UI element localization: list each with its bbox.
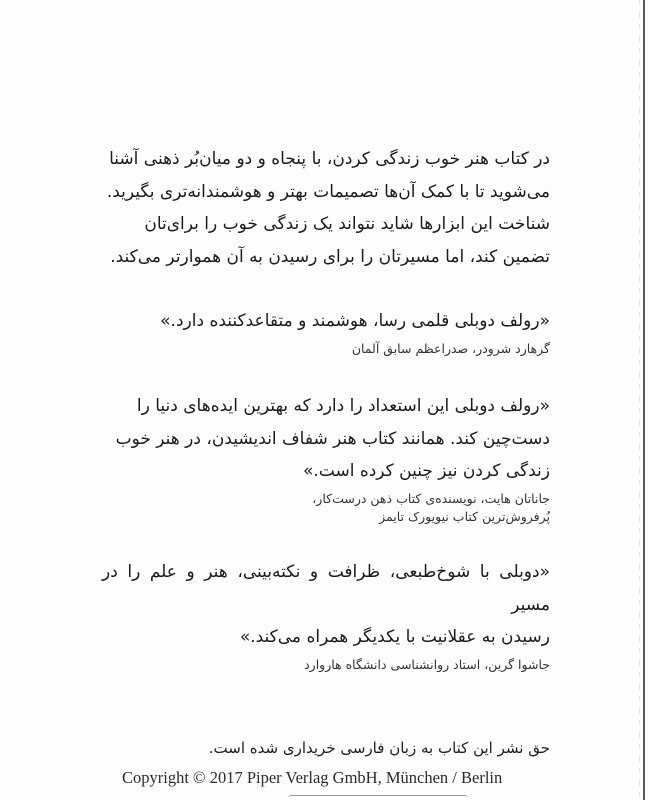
quote-line: دست‌چین کند. همانند کتاب هنر شفاف اندیشیدن، در هنر خوب <box>115 428 550 449</box>
quote-attribution: جاناتان هایت، نویسنده‌ی کتاب ذهن درست‌کار، <box>312 490 550 506</box>
quote-line: «رولف دوبلی این استعداد را دارد که بهترین ایده‌های دنیا را <box>136 396 550 416</box>
bottom-rule <box>288 795 468 798</box>
blurb-quote-1 <box>102 305 550 360</box>
quote-attribution: گرهارد شرودر، صدراعظم سابق آلمان <box>351 340 550 356</box>
intro-line: شناخت این ابزارها شاید نتواند یک زندگی خوب را برای‌تان <box>144 214 550 234</box>
intro-paragraph <box>102 143 550 273</box>
copyright-line: Copyright © 2017 Piper Verlag GmbH, München / Berlin <box>122 768 503 787</box>
intro-line: می‌شوید تا با کمک آن‌ها تصمیمات بهتر و هوشمندانه‌تری بگیرید. <box>106 181 550 202</box>
intro-line: در کتاب هنر خوب زندگی کردن، با پنجاه و دو میان‌بُر ذهنی آشنا <box>109 149 550 169</box>
rights-notice: حق نشر این کتاب به زبان فارسی خریداری شده است. <box>208 739 550 757</box>
page-edge-shadow <box>639 0 640 800</box>
quote-attribution: جاشوا گرین، استاد روانشناسی دانشگاه هاروارد <box>304 656 550 672</box>
blurb-quote-2 <box>102 390 550 528</box>
quote-line: زندگی کردن نیز چنین کرده است.» <box>302 461 550 481</box>
page-edge <box>643 0 645 800</box>
quote-line: رسیدن به عقلانیت با یکدیگر همراه می‌کند.» <box>239 627 550 647</box>
quote-attribution: پُرفروش‌ترین کتاب نیویورک تایمز <box>379 508 550 524</box>
blurb-quote-3 <box>102 556 550 676</box>
quote-line: «دوبلی با شوخ‌طبعی، ظرافت و نکته‌بینی، هنر و علم را در مسیر <box>102 562 550 615</box>
quote-line: «رولف دوبلی قلمی رسا، هوشمند و متقاعدکننده دارد.» <box>160 311 550 331</box>
intro-line: تضمین کند، اما مسیرتان را برای رسیدن به آن هموارتر می‌کند. <box>110 246 550 267</box>
